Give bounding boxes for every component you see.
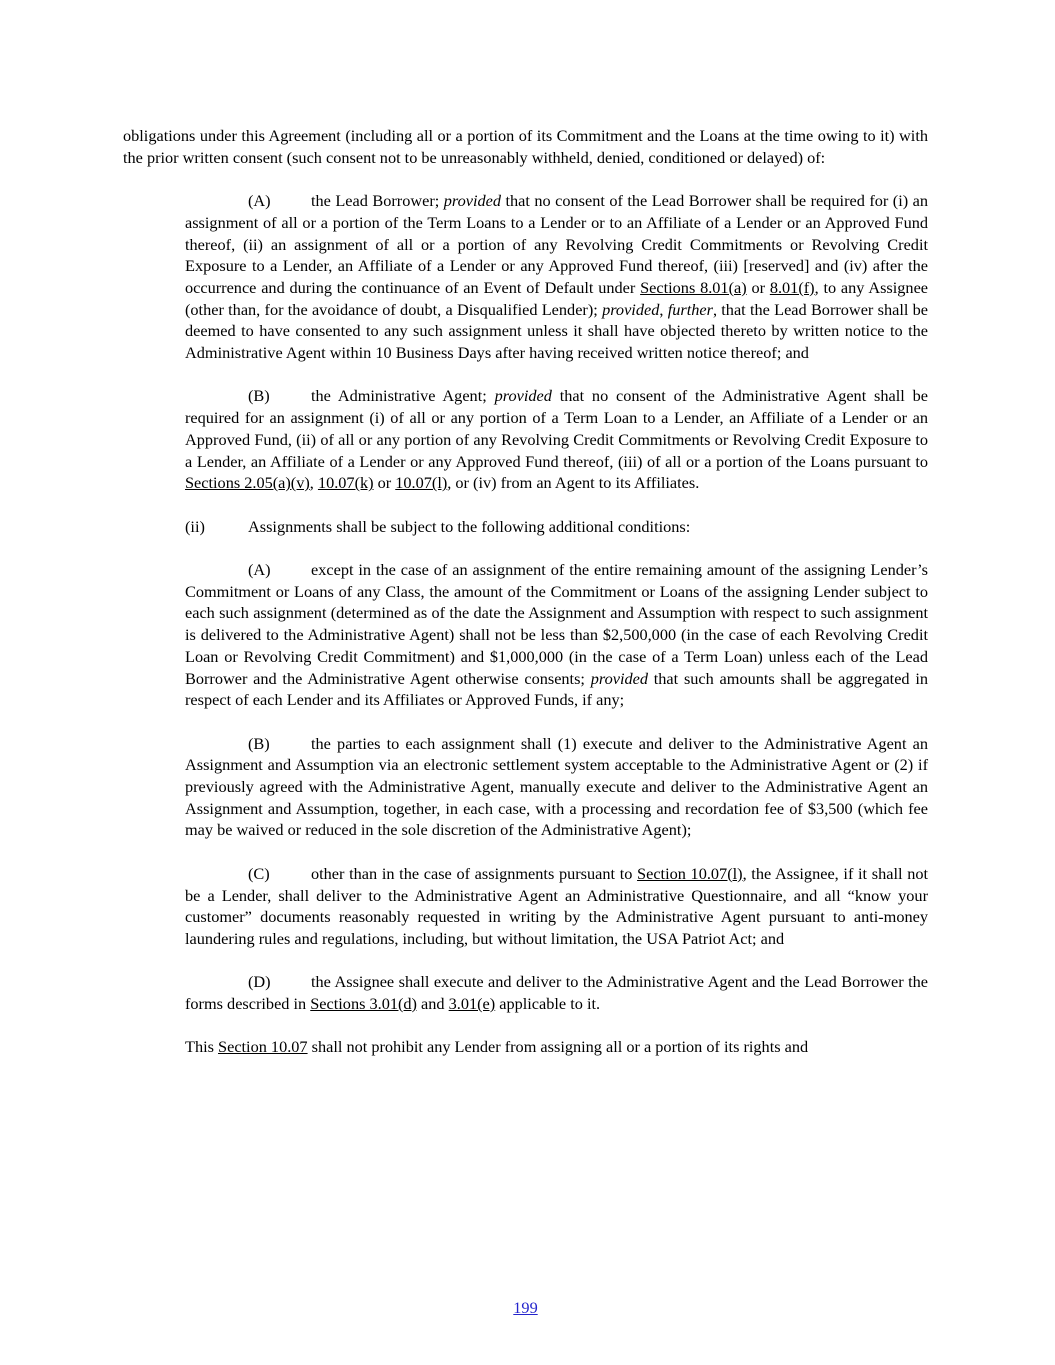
text-run: further bbox=[667, 299, 713, 319]
page-number-link[interactable]: 199 bbox=[513, 1298, 538, 1318]
section-reference: Sections 8.01(a) bbox=[640, 277, 747, 297]
clause-ii-B bbox=[185, 733, 928, 842]
clause-label: (B) bbox=[248, 386, 270, 406]
section-reference: Sections 3.01(d) bbox=[310, 994, 417, 1014]
text-run: that no consent of the Administrative Agent shall be required for an assignment (i) of all or any portion of a Term Loan to a Lender, an Affiliate of a Lender or an Approved Fund, (ii) of all or any portion of any Revolving Credit Commitments or Revolving Credit Exposure to a Lender, an Affiliate of a Lender or any Approved Fund thereof, (iii) of all or a portion of the Loans pursuant to bbox=[185, 386, 928, 471]
text-run: the Assignee shall execute and deliver to the Administrative Agent and the Lead Borrower the forms described in bbox=[185, 972, 928, 1014]
clause-ii-D bbox=[185, 971, 928, 1014]
section-reference: Section 10.07(l) bbox=[637, 863, 743, 883]
text-run: and bbox=[416, 994, 449, 1014]
paragraph-closing bbox=[123, 1036, 928, 1058]
section-reference: Section 10.07 bbox=[218, 1037, 308, 1057]
document-body bbox=[123, 125, 928, 1080]
text-run: , bbox=[659, 299, 668, 319]
text-run: , the Assignee, if it shall not be a Lender, shall deliver to the Administrative Agent an Administrative Questionnaire, and all “know your customer” documents reasonably requested in writing by the Administrative Agent pursuant to anti-money laundering rules and regulations, including, but without limitation, the USA Patriot Act; and bbox=[185, 863, 928, 948]
text-run: the Administrative Agent; bbox=[311, 386, 495, 406]
section-reference: 10.07(k) bbox=[317, 473, 374, 493]
text-run: that no consent of the Lead Borrower shall be required for (i) an assignment of all or a portion of the Term Loans to a Lender or to an Affiliate of a Lender or an Approved Fund thereof, (ii) an assignment of all or a portion of any Revolving Credit Commitments or Revolving Credit Exposure to a Lender, an Affiliate of a Lender or any Approved Fund thereof, (iii) [reserved] and (iv) after the occurrence and during the continuance of an Event of Default under bbox=[185, 191, 928, 297]
text-run: except in the case of an assignment of the entire remaining amount of the assigning Lender’s Commitment or Loans of any Class, the amount of the Commitment or Loans of the assigning Lender subject to each such assignment (determined as of the date the Assignment and Assumption with respect to such assignment is delivered to the Administrative Agent) shall not be less than $2,500,000 (in the case of each Revolving Credit Loan or Revolving Credit Commitment) and $1,000,000 (in the case of a Term Loan) unless each of the Lead Borrower and the Administrative Agent otherwise consents; bbox=[185, 560, 928, 688]
text-run: , or (iv) from an Agent to its Affiliates. bbox=[447, 473, 700, 493]
text-run: , bbox=[309, 473, 318, 493]
text-run: , to any Assignee (other than, for the avoidance of doubt, a Disqualified Lender); bbox=[185, 277, 929, 319]
text-run: shall not prohibit any Lender from assigning all or a portion of its rights and bbox=[307, 1037, 809, 1057]
text-run: obligations under this Agreement (including all or a portion of its Commitment and the Loans at the time owing to it) with the prior written consent (such consent not to be unreasonably withheld, denied, conditioned or delayed) of: bbox=[123, 126, 928, 167]
section-reference: 3.01(e) bbox=[448, 994, 496, 1014]
clause-label: (ii) bbox=[185, 516, 205, 536]
section-reference: Sections 2.05(a)(v) bbox=[185, 473, 310, 493]
clause-label: (C) bbox=[248, 863, 270, 883]
text-run: provided bbox=[590, 668, 648, 688]
clause-label: (A) bbox=[248, 560, 271, 579]
text-run: or bbox=[746, 277, 770, 297]
clause-ii-C bbox=[185, 863, 928, 950]
text-run: or bbox=[373, 473, 396, 493]
paragraph-intro bbox=[123, 125, 928, 168]
item-ii bbox=[185, 516, 928, 538]
text-run: provided bbox=[443, 191, 502, 211]
clause-label: (A) bbox=[248, 191, 271, 211]
text-run: the Lead Borrower; bbox=[311, 191, 444, 211]
text-run: other than in the case of assignments pursuant to bbox=[311, 863, 638, 883]
text-run: that such amounts shall be aggregated in respect of each Lender and its Affiliates or Approved Funds, if any; bbox=[185, 668, 928, 710]
text-run: the parties to each assignment shall (1) execute and deliver to the Administrative Agent an Assignment and Assumption via an electronic settlement system acceptable to the Administrative Agent or (2) if previously agreed with the Administrative Agent, manually execute and deliver to the Administrative Agent an Assignment and Assumption, together, in each case, with a processing and recordation fee of $3,500 (which fee may be waived or reduced in the sole discretion of the Administrative Agent); bbox=[185, 733, 928, 840]
section-reference: 10.07(l) bbox=[395, 473, 448, 493]
text-run: This bbox=[185, 1037, 219, 1057]
text-run: provided bbox=[602, 299, 660, 319]
clause-ii-A bbox=[185, 559, 928, 711]
text-run: Assignments shall be subject to the following additional conditions: bbox=[248, 516, 691, 536]
clause-i-B bbox=[185, 385, 928, 494]
clause-label: (B) bbox=[248, 733, 270, 753]
clause-i-A bbox=[185, 190, 928, 364]
text-run: provided bbox=[494, 386, 552, 406]
text-run: applicable to it. bbox=[495, 994, 601, 1014]
section-reference: 8.01(f) bbox=[769, 277, 815, 297]
text-run: , that the Lead Borrower shall be deemed to have consented to any such assignment unless it shall have objected thereto by written notice to the Administrative Agent within 10 Business Days after having received written notice thereof; and bbox=[185, 299, 929, 363]
clause-label: (D) bbox=[248, 972, 271, 992]
page-footer bbox=[123, 1297, 928, 1365]
